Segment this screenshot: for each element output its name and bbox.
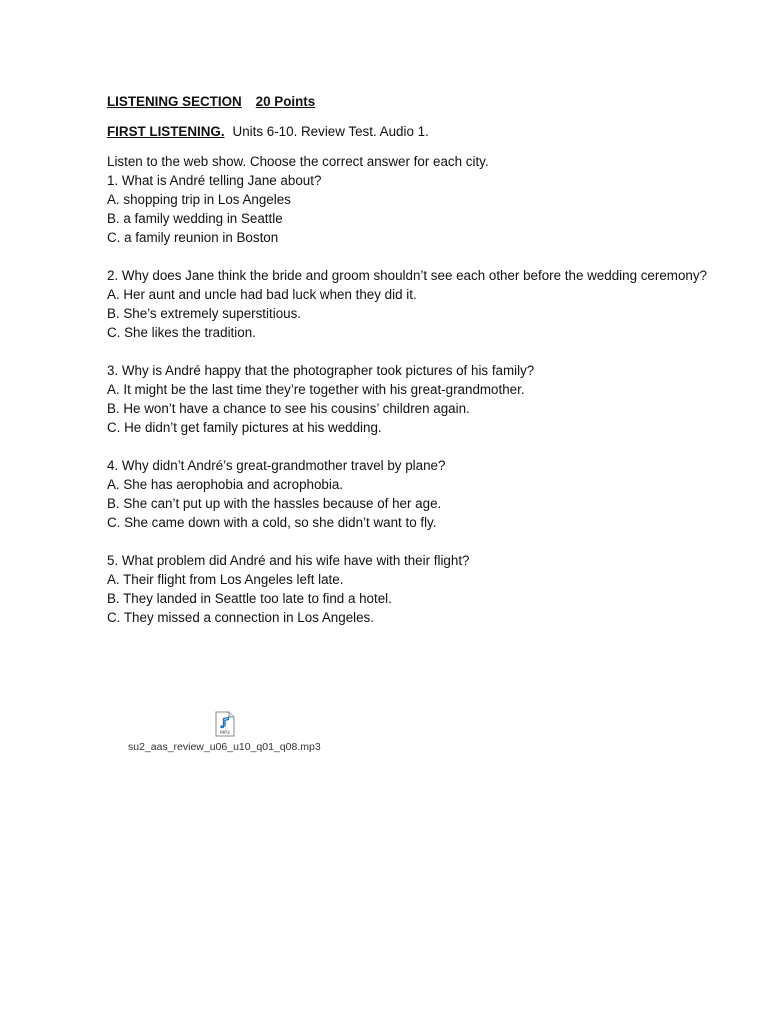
attachment-filename[interactable]: su2_aas_review_u06_u10_q01_q08.mp3 [128,741,321,753]
question-text: 3. Why is André happy that the photographer took pictures of his family? [107,363,535,378]
question-2 [107,266,727,342]
first-listening-text: Units 6-10. Review Test. Audio 1. [232,124,429,139]
answer-option-a: A. She has aerophobia and acrophobia. [107,477,344,492]
mp3-file-icon[interactable] [215,711,235,737]
section-title: LISTENING SECTION [107,94,242,109]
instructions: Listen to the web show. Choose the correct answer for each city. [107,154,489,169]
question-3 [107,361,727,437]
question-text: 1. What is André telling Jane about? [107,173,322,188]
answer-option-c: C. They missed a connection in Los Angeles. [107,610,374,625]
answer-option-b: B. He won’t have a chance to see his cousins’ children again. [107,401,470,416]
answer-option-c: C. a family reunion in Boston [107,230,279,245]
answer-option-b: B. They landed in Seattle too late to find a hotel. [107,591,392,606]
answer-option-a: A. It might be the last time they’re together with his great-grandmother. [107,382,525,397]
answer-option-a: A. Her aunt and uncle had bad luck when they did it. [107,287,417,302]
answer-option-b: B. She can’t put up with the hassles because of her age. [107,496,442,511]
first-listening-line [107,122,727,141]
answer-option-c: C. She likes the tradition. [107,325,256,340]
answer-option-b: B. She’s extremely superstitious. [107,306,302,321]
question-1 [107,171,727,247]
audio-attachment[interactable] [128,708,328,758]
document-page [107,92,727,627]
question-list [107,171,727,627]
question-text: 2. Why does Jane think the bride and groom shouldn’t see each other before the wedding ceremony? [107,268,707,283]
answer-option-b: B. a family wedding in Seattle [107,211,283,226]
answer-option-c: C. She came down with a cold, so she didn’t want to fly. [107,515,437,530]
answer-option-c: C. He didn’t get family pictures at his wedding. [107,420,382,435]
mp3-icon-label: MP3 [220,731,230,736]
question-5 [107,551,727,627]
first-listening-label: FIRST LISTENING. [107,124,225,139]
question-text: 5. What problem did André and his wife have with their flight? [107,553,470,568]
section-heading [107,92,727,111]
question-text: 4. Why didn’t André’s great-grandmother travel by plane? [107,458,446,473]
answer-option-a: A. Their flight from Los Angeles left late. [107,572,344,587]
question-4 [107,456,727,532]
answer-option-a: A. shopping trip in Los Angeles [107,192,291,207]
section-points: 20 Points [255,94,316,109]
